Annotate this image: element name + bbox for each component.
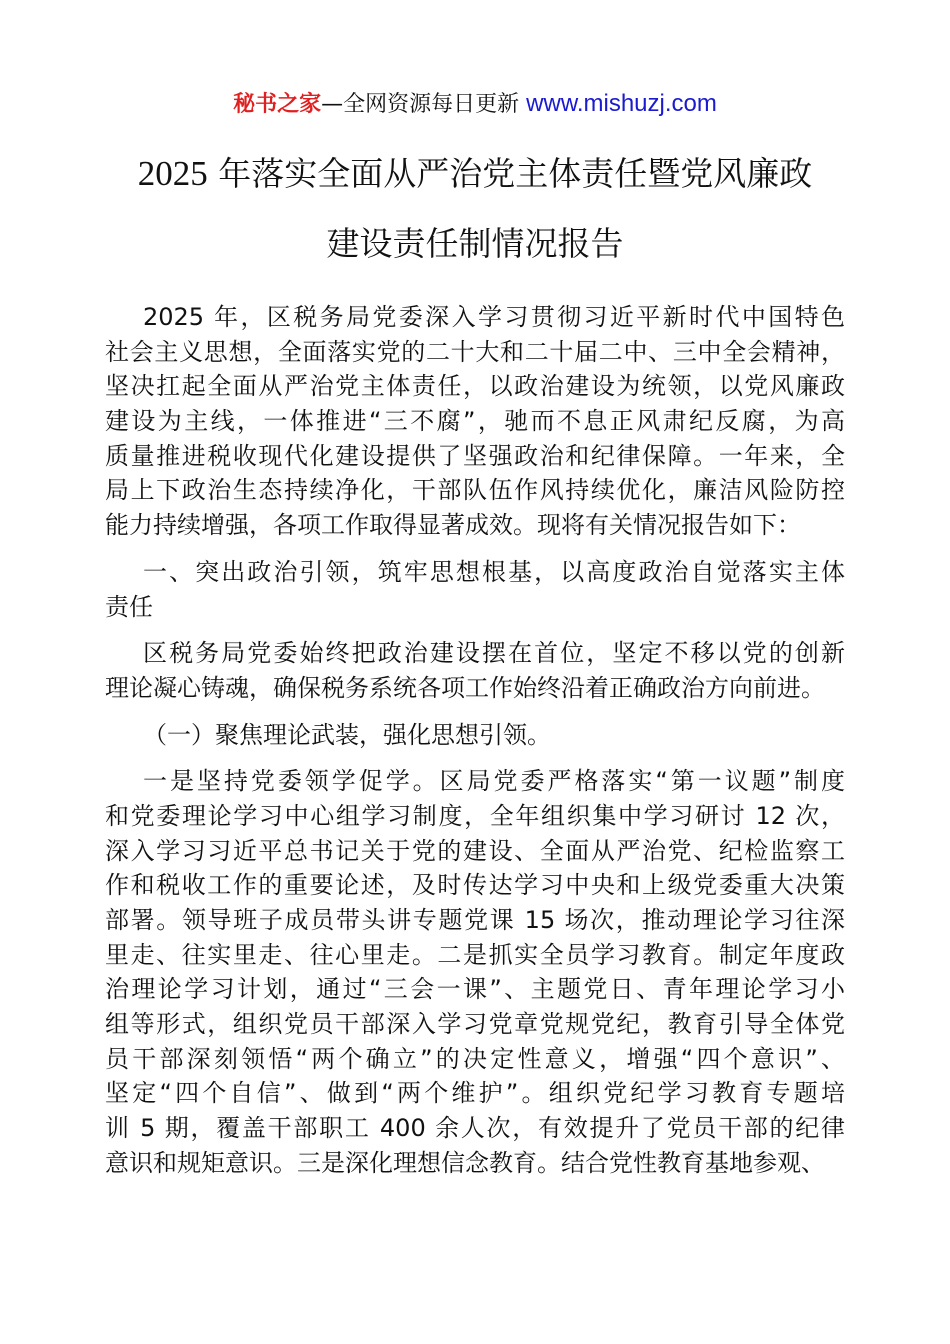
brand-name: 秘书之家 xyxy=(233,92,322,117)
paragraph-line: 责任 xyxy=(105,592,153,621)
paragraph-line: 训 5 期，覆盖干部职工 400 余人次，有效提升了党员干部的纪律 xyxy=(105,1114,845,1143)
paragraph-line: 员干部深刻领悟“两个确立”的决定性意义，增强“四个意识”、 xyxy=(105,1044,845,1073)
paragraph-line: 社会主义思想，全面落实党的二十大和二十届二中、三中全会精神， xyxy=(105,337,845,366)
paragraph-line: 作和税收工作的重要论述，及时传达学习中央和上级党委重大决策 xyxy=(105,871,845,900)
document-title-line-2: 建设责任制情况报告 xyxy=(326,224,624,263)
paragraph xyxy=(105,300,845,543)
paragraph-line: 和党委理论学习中心组学习制度，全年组织集中学习研讨 12 次， xyxy=(105,801,845,830)
paragraph-line: 建设为主线，一体推进“三不腐”，驰而不息正风肃纪反腐，为高 xyxy=(105,407,845,436)
header-tagline: —全网资源每日更新 xyxy=(321,92,527,117)
paragraph-line: 深入学习习近平总书记关于党的建设、全面从严治党、纪检监察工 xyxy=(105,836,845,865)
document-body xyxy=(105,300,845,1193)
document-title-line-1 xyxy=(0,154,950,194)
paragraph-line: 部署。领导班子成员带头讲专题党课 15 场次，推动理论学习往深 xyxy=(105,906,845,934)
paragraph-line: 组等形式，组织党员干部深入学习党章党规党纪，教育引导全体党 xyxy=(105,1010,845,1039)
paragraph-line: （一）聚焦理论武装，强化思想引领。 xyxy=(143,720,551,749)
paragraph-line: 里走、往实里走、往心里走。二是抓实全员学习教育。制定年度政 xyxy=(105,940,845,969)
paragraph-line: 坚决扛起全面从严治党主体责任，以政治建设为统领，以党风廉政 xyxy=(105,372,845,401)
paragraph-line: 区税务局党委始终把政治建设摆在首位，坚定不移以党的创新 xyxy=(143,639,845,668)
paragraph xyxy=(105,636,845,705)
title-text: 年落实全面从严治党主体责任暨党风廉政 xyxy=(207,154,813,193)
paragraph-line: 意识和规矩意识。三是深化理想信念教育。结合党性教育基地参观、 xyxy=(105,1148,825,1177)
paragraph-line: 质量推进税收现代化建设提供了坚强政治和纪律保障。一年来，全 xyxy=(105,441,845,470)
site-url-link[interactable]: www.mishuzj.com xyxy=(526,90,717,117)
paragraph xyxy=(105,764,845,1180)
paragraph xyxy=(105,718,845,753)
paragraph-line: 一是坚持党委领学促学。区局党委严格落实“第一议题”制度 xyxy=(143,767,845,796)
title-year: 2025 xyxy=(137,154,208,193)
paragraph-line: 治理论学习计划，通过“三会一课”、主题党日、青年理论学习小 xyxy=(105,975,845,1004)
paragraph xyxy=(105,555,845,624)
paragraph-line: 局上下政治生态持续净化，干部队伍作风持续优化，廉洁风险防控 xyxy=(105,476,845,505)
paragraph-line: 坚定“四个自信”、做到“两个维护”。组织党纪学习教育专题培 xyxy=(105,1079,845,1108)
site-header xyxy=(0,88,950,121)
paragraph-line: 能力持续增强，各项工作取得显著成效。现将有关情况报告如下： xyxy=(105,511,801,540)
paragraph-line: 一、突出政治引领，筑牢思想根基，以高度政治自觉落实主体 xyxy=(143,557,845,586)
paragraph-line: 理论凝心铸魂，确保税务系统各项工作始终沿着正确政治方向前进。 xyxy=(105,673,825,702)
paragraph-line: 2025 年，区税务局党委深入学习贯彻习近平新时代中国特色 xyxy=(143,303,845,331)
